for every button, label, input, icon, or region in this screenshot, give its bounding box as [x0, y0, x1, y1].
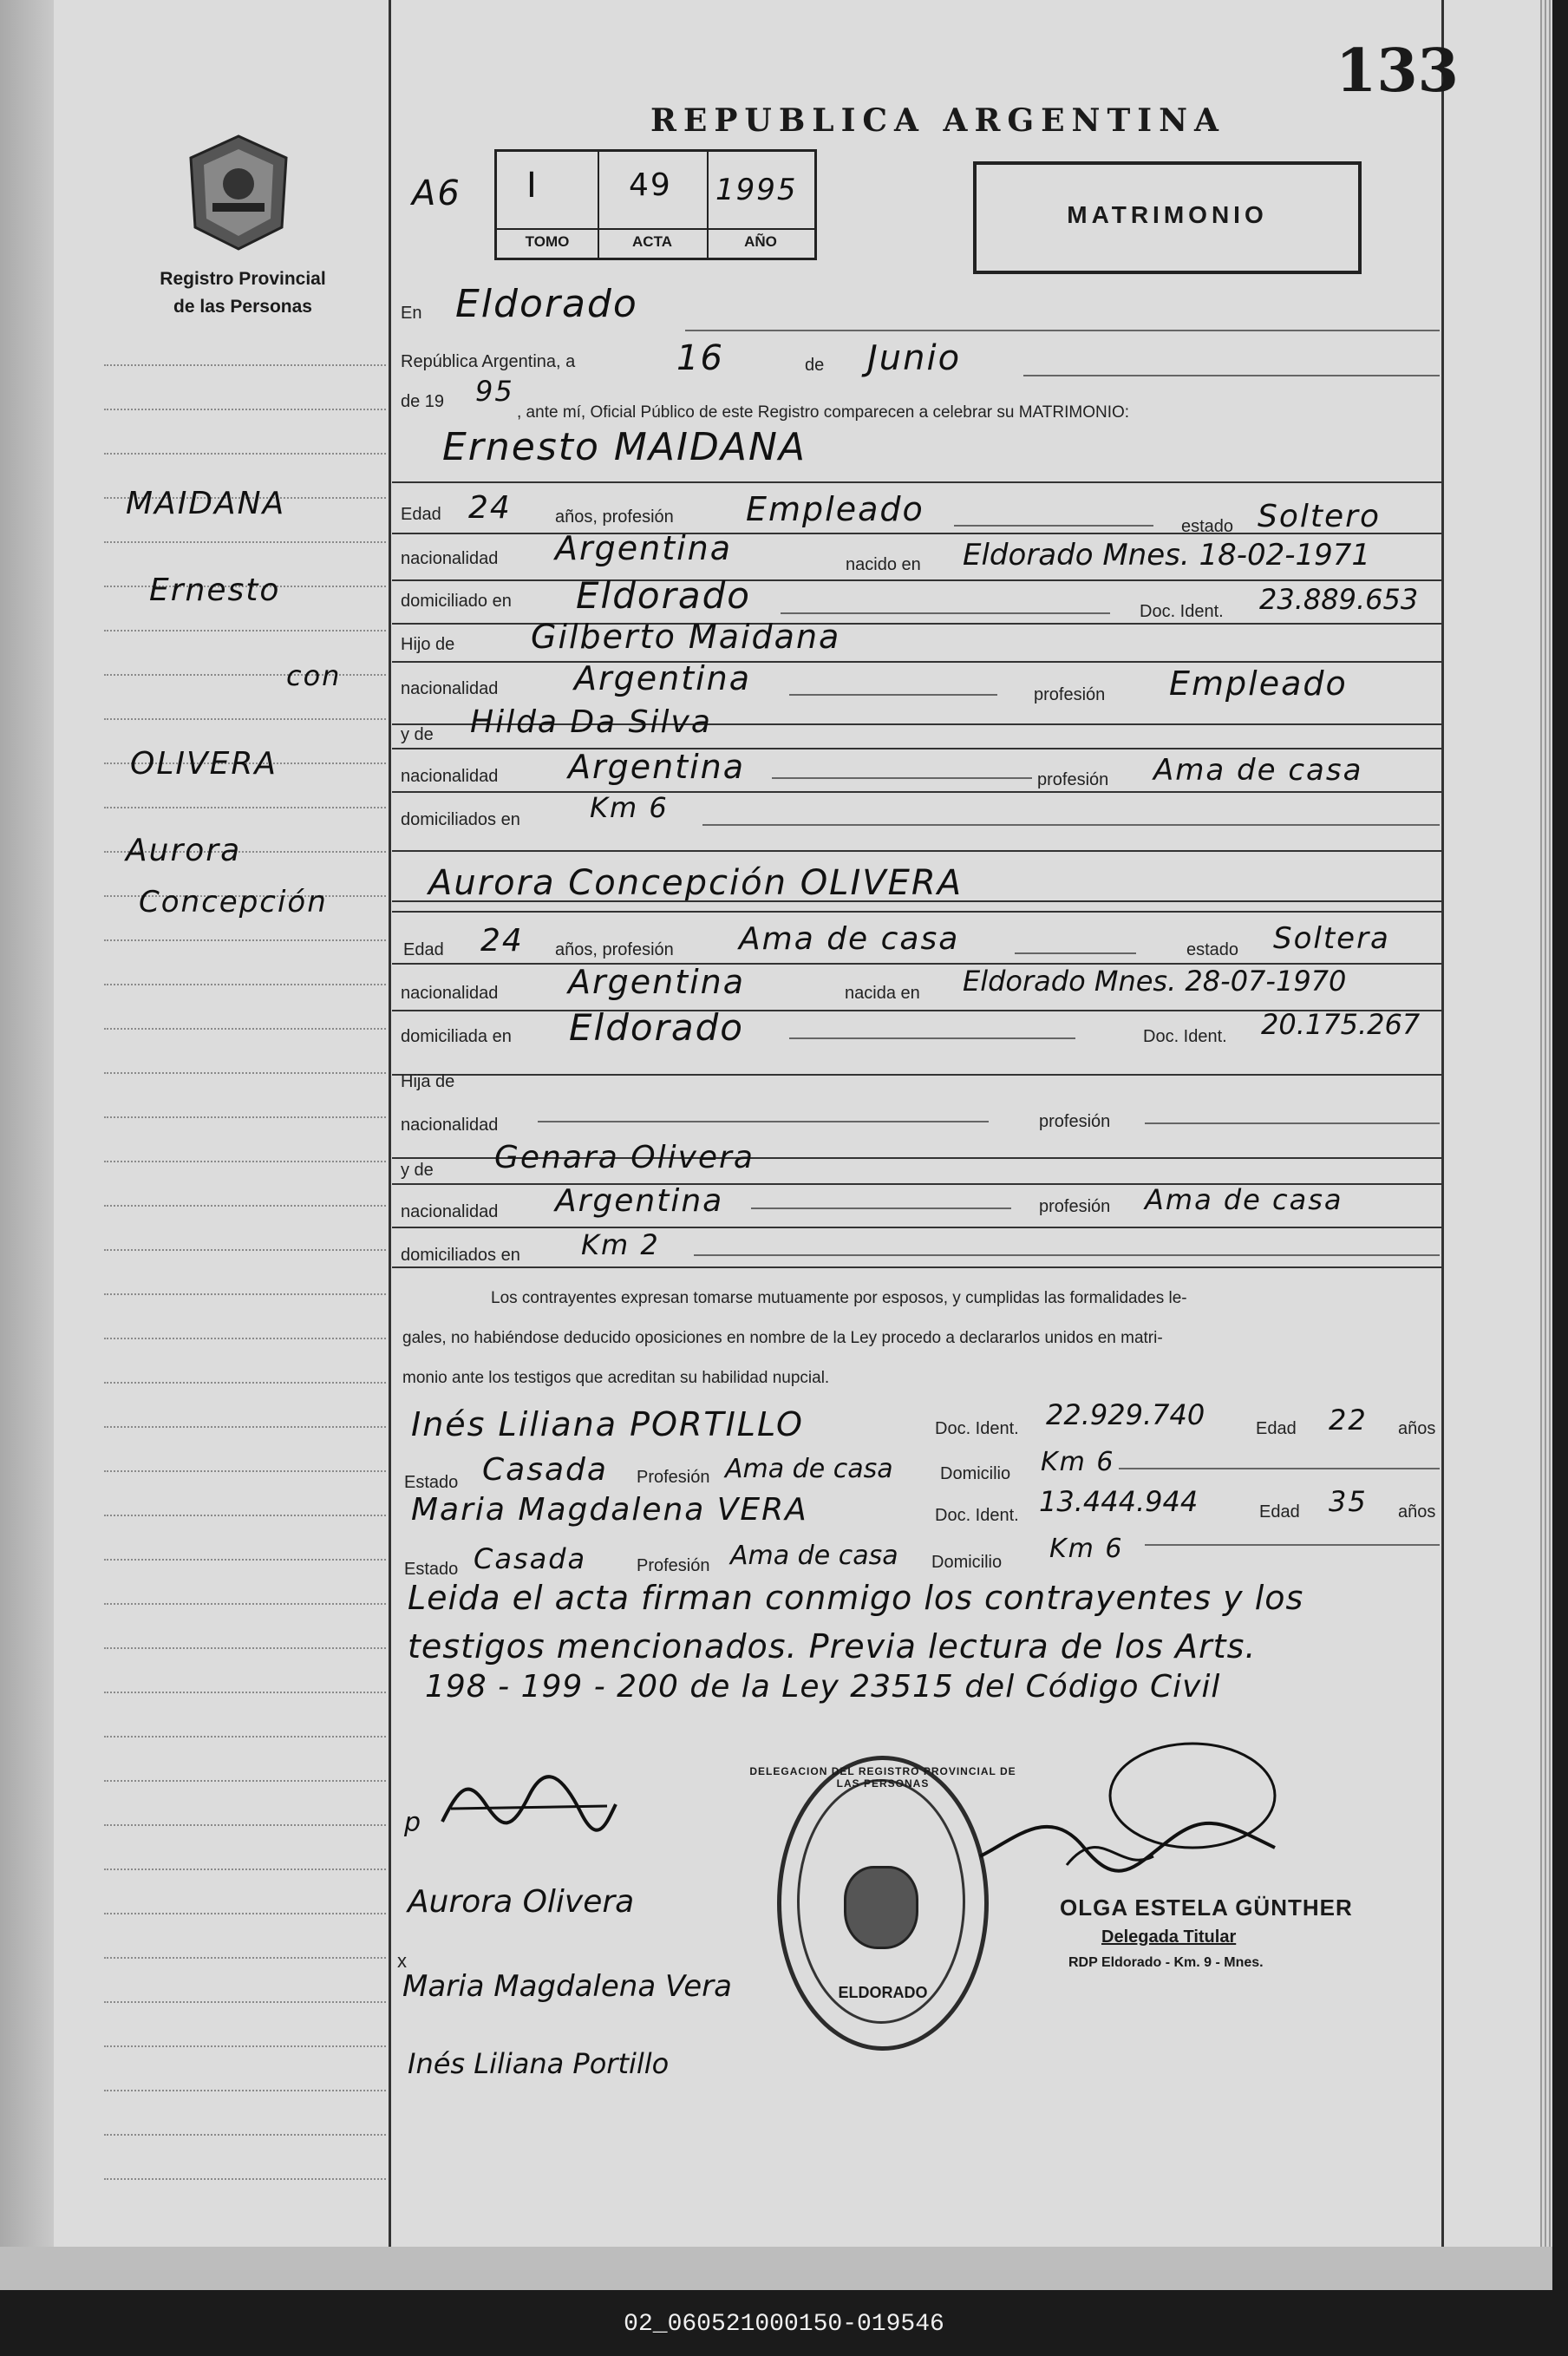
bride-parents-dom: Km 2 — [581, 1228, 660, 1261]
country-title: REPUBLICA ARGENTINA — [650, 102, 1225, 139]
bottom-strip — [0, 2247, 1552, 2290]
bride-yde-label: y de — [401, 1161, 434, 1180]
groom-dom-label: domiciliado en — [401, 592, 512, 611]
witness1-profession: Ama de casa — [725, 1454, 893, 1484]
groom-father-nac-label: nacionalidad — [401, 679, 499, 698]
official-signature — [963, 1735, 1310, 1908]
bride-mother-nac-label: nacionalidad — [401, 1202, 499, 1221]
witness2-estado-label: Estado — [404, 1560, 459, 1579]
bride-age: 24 — [480, 923, 524, 959]
tomo-acta-ano-box — [494, 149, 817, 260]
closing-line1: Leida el acta firman conmigo los contrayentes y los — [408, 1579, 1304, 1617]
groom-father-prof-label: profesión — [1034, 685, 1106, 704]
de-label: de — [805, 356, 825, 375]
margin-note-con: con — [286, 659, 342, 692]
margin-note-given: Ernesto — [149, 573, 281, 608]
margin-ruled-line — [104, 541, 386, 544]
acta-label: ACTA — [598, 228, 707, 251]
margin-ruled-line — [104, 1824, 386, 1827]
groom-mother: Hilda Da Silva — [470, 704, 712, 740]
year-suffix: 95 — [475, 375, 514, 408]
groom-name: Ernesto MAIDANA — [442, 425, 807, 469]
groom-anos-prof-label: años, profesión — [555, 507, 674, 527]
ano-label: AÑO — [707, 228, 814, 251]
bride-name: Aurora Concepción OLIVERA — [428, 863, 964, 903]
bride-nac-label: nacionalidad — [401, 984, 499, 1003]
margin-ruled-line — [104, 1780, 386, 1783]
margin-ruled-line — [104, 1205, 386, 1207]
bride-mother-nationality: Argentina — [555, 1183, 724, 1219]
bride-hija-label: Hija de — [401, 1072, 455, 1091]
groom-birth: Eldorado Mnes. 18-02-1971 — [963, 538, 1371, 573]
witness2-signature: Maria Magdalena Vera — [402, 1969, 732, 2004]
groom-domicile: Eldorado — [576, 574, 751, 617]
witness2-prof-label: Profesión — [637, 1556, 710, 1575]
margin-note-bride-second: Concepción — [139, 885, 328, 919]
witness1-doc: 22.929.740 — [1046, 1398, 1205, 1431]
groom-doms-label: domiciliados en — [401, 810, 520, 829]
ano-value: 1995 — [715, 173, 798, 207]
right-border — [1441, 0, 1444, 2247]
witness1-estado: Casada — [482, 1452, 608, 1488]
declaration-line3: monio ante los testigos que acreditan su habilidad nupcial. — [402, 1369, 830, 1387]
margin-ruled-line — [104, 674, 386, 677]
groom-mother-nac-label: nacionalidad — [401, 767, 499, 786]
registry-name-line2: de las Personas — [173, 297, 312, 317]
groom-doc: 23.889.653 — [1259, 583, 1419, 616]
marriage-day: 16 — [676, 338, 724, 378]
margin-ruled-line — [104, 1470, 386, 1473]
witness1-prof-label: Profesión — [637, 1468, 710, 1487]
margin-note-surname: MAIDANA — [126, 486, 286, 521]
margin-ruled-line — [104, 1647, 386, 1650]
witness2-anos-label: años — [1398, 1502, 1436, 1522]
closing-line3: 198 - 199 - 200 de la Ley 23515 del Código Civil — [425, 1669, 1221, 1705]
margin-ruled-line — [104, 364, 386, 367]
margin-ruled-line — [104, 1161, 386, 1163]
margin-ruled-line — [104, 1293, 386, 1296]
groom-parents-dom: Km 6 — [590, 791, 669, 824]
witness2-profession: Ama de casa — [730, 1541, 898, 1571]
doc-type-title: MATRIMONIO — [1067, 201, 1268, 228]
witness2-name: Maria Magdalena VERA — [411, 1492, 808, 1528]
seal-place: ELDORADO — [838, 1984, 928, 2001]
bride-father-prof-label: profesión — [1039, 1112, 1111, 1131]
registry-name-line1: Registro Provincial — [160, 269, 326, 289]
declaration-line2: gales, no habiéndose deducido oposiciones en nombre de la Ley procedo a declararlos unidos en matri- — [402, 1329, 1163, 1347]
margin-ruled-line — [104, 2001, 386, 2004]
margin-note-bride-given: Aurora — [126, 833, 242, 868]
registry-seal-stamp — [749, 1756, 1016, 2051]
en-label: En — [401, 304, 422, 323]
margin-ruled-line — [104, 2090, 386, 2092]
witness2-dom-label: Domicilio — [931, 1553, 1003, 1572]
bride-nationality: Argentina — [568, 963, 746, 1001]
margin-ruled-line — [104, 2134, 386, 2137]
bride-birth: Eldorado Mnes. 28-07-1970 — [963, 965, 1347, 998]
groom-age: 24 — [468, 490, 512, 526]
margin-ruled-line — [104, 2178, 386, 2181]
groom-father: Gilberto Maidana — [531, 618, 841, 656]
declaration-line1: Los contrayentes expresan tomarse mutuamente por esposos, y cumplidas las formalidades le- — [491, 1289, 1187, 1307]
witness1-doc-label: Doc. Ident. — [935, 1419, 1019, 1438]
margin-ruled-line — [104, 939, 386, 942]
marriage-month: Junio — [867, 338, 962, 378]
groom-estado: Soltero — [1258, 499, 1381, 534]
margin-ruled-line — [104, 807, 386, 809]
margin-ruled-line — [104, 1028, 386, 1031]
image-caption: 02_060521000150-019546 — [624, 2311, 944, 2338]
witness1-estado-label: Estado — [404, 1473, 459, 1492]
margin-ruled-line — [104, 1382, 386, 1384]
margin-ruled-line — [104, 1736, 386, 1738]
closing-line2: testigos mencionados. Previa lectura de los Arts. — [408, 1627, 1257, 1666]
page-stack-edge — [1540, 0, 1552, 2290]
bride-doc-label: Doc. Ident. — [1143, 1027, 1227, 1046]
groom-edad-label: Edad — [401, 505, 441, 524]
margin-ruled-line — [104, 1913, 386, 1915]
bride-mother-profession: Ama de casa — [1145, 1183, 1343, 1216]
groom-nationality: Argentina — [555, 529, 733, 567]
official-office: RDP Eldorado - Km. 9 - Mnes. — [1068, 1955, 1264, 1970]
witness1-age: 22 — [1329, 1404, 1368, 1437]
witness1-anos-label: años — [1398, 1419, 1436, 1438]
marginal-note: A6 — [412, 173, 461, 213]
groom-signature — [434, 1770, 624, 1839]
margin-note-bride-surname: OLIVERA — [130, 746, 278, 782]
tomo-value: I — [526, 166, 539, 206]
margin-ruled-line — [104, 630, 386, 632]
bride-mother-prof-label: profesión — [1039, 1197, 1111, 1216]
bride-estado-label: estado — [1186, 940, 1239, 959]
marriage-place: Eldorado — [455, 282, 638, 326]
groom-signature-prefix: p — [404, 1808, 423, 1838]
bride-signature: Aurora Olivera — [408, 1884, 635, 1920]
witness1-domicile: Km 6 — [1041, 1447, 1115, 1477]
groom-mother-prof-label: profesión — [1037, 770, 1109, 789]
republica-label: República Argentina, a — [401, 352, 576, 371]
bride-doms-label: domiciliados en — [401, 1246, 520, 1265]
page-number: 133 — [1336, 36, 1459, 106]
margin-ruled-line — [104, 453, 386, 455]
margin-ruled-line — [104, 718, 386, 721]
bride-mother: Genara Olivera — [494, 1140, 755, 1175]
margin-ruled-line — [104, 1868, 386, 1871]
groom-estado-label: estado — [1181, 517, 1234, 536]
margin-ruled-line — [104, 1072, 386, 1075]
seal-emblem-icon — [844, 1866, 918, 1949]
province-coat-of-arms-icon — [182, 132, 295, 253]
margin-ruled-line — [104, 1426, 386, 1429]
groom-nacido-label: nacido en — [846, 555, 921, 574]
groom-hijo-label: Hijo de — [401, 635, 455, 654]
margin-ruled-line — [104, 1515, 386, 1517]
bride-doc: 20.175.267 — [1261, 1008, 1421, 1041]
year-prefix: de 19 — [401, 392, 445, 411]
witness1-signature: Inés Liliana Portillo — [408, 2047, 670, 2080]
groom-doc-label: Doc. Ident. — [1140, 602, 1224, 621]
margin-ruled-line — [104, 984, 386, 986]
witness2-estado: Casada — [474, 1542, 587, 1575]
margin-ruled-line — [104, 1957, 386, 1960]
acta-value: 49 — [629, 167, 672, 203]
margin-ruled-line — [104, 1338, 386, 1340]
witness1-edad-label: Edad — [1256, 1419, 1297, 1438]
groom-nac-label: nacionalidad — [401, 549, 499, 568]
tomo-label: TOMO — [497, 228, 598, 251]
official-name: OLGA ESTELA GÜNTHER — [1060, 1895, 1353, 1921]
groom-mother-nationality: Argentina — [568, 748, 746, 786]
witness2-doc: 13.444.944 — [1039, 1485, 1199, 1518]
margin-ruled-line — [104, 1559, 386, 1561]
witness1-dom-label: Domicilio — [940, 1464, 1011, 1483]
witness2-age: 35 — [1329, 1485, 1368, 1518]
bride-domicile: Eldorado — [569, 1006, 744, 1049]
margin-ruled-line — [104, 409, 386, 411]
margin-ruled-line — [104, 1116, 386, 1119]
margin-ruled-line — [104, 1603, 386, 1606]
bride-nacida-label: nacida en — [845, 984, 920, 1003]
bride-estado: Soltera — [1273, 921, 1390, 956]
witness2-doc-label: Doc. Ident. — [935, 1506, 1019, 1525]
official-title: Delegada Titular — [1101, 1927, 1237, 1947]
bride-profession: Ama de casa — [739, 921, 960, 957]
witness1-name: Inés Liliana PORTILLO — [411, 1405, 804, 1443]
groom-mother-profession: Ama de casa — [1153, 753, 1363, 788]
intro-statement: , ante mí, Oficial Público de este Registro comparecen a celebrar su MATRIMONIO: — [517, 403, 1130, 422]
witness2-edad-label: Edad — [1259, 1502, 1300, 1522]
matrimonio-box — [973, 161, 1362, 274]
bride-edad-label: Edad — [403, 940, 444, 959]
bride-father-nac-label: nacionalidad — [401, 1116, 499, 1135]
bride-anos-prof-label: años, profesión — [555, 940, 674, 959]
groom-yde-label: y de — [401, 725, 434, 744]
margin-ruled-line — [104, 1692, 386, 1694]
groom-profession: Empleado — [746, 490, 924, 528]
margin-ruled-line — [104, 1249, 386, 1252]
groom-father-profession: Empleado — [1169, 664, 1348, 703]
seal-text: DELEGACION DEL REGISTRO PROVINCIAL DE LAS PERSONAS — [749, 1765, 1016, 1790]
margin-divider — [389, 0, 391, 2247]
groom-father-nationality: Argentina — [574, 659, 752, 697]
witness2-domicile: Km 6 — [1049, 1534, 1124, 1564]
margin-ruled-line — [104, 2045, 386, 2048]
x-mark: x — [397, 1950, 407, 1972]
bride-dom-label: domiciliada en — [401, 1027, 512, 1046]
book-spine — [0, 0, 54, 2290]
